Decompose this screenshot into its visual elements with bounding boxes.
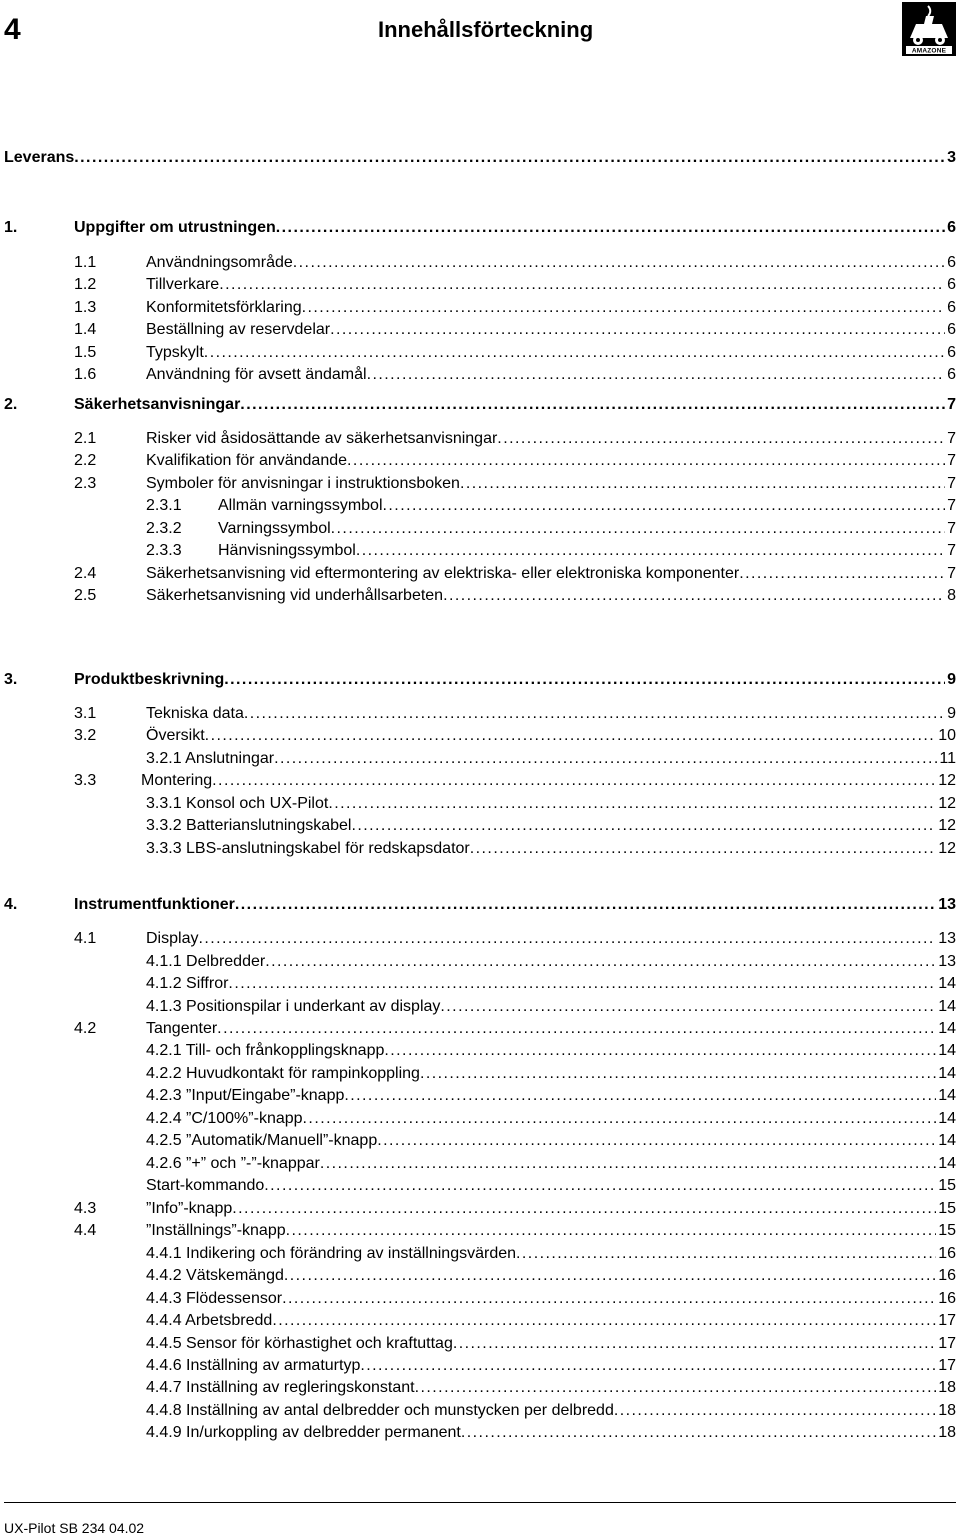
toc-entry-page: 7 — [947, 520, 956, 537]
toc-entry-number: 1.2 — [74, 276, 97, 293]
toc-entry-title: Montering — [141, 772, 213, 789]
toc-entry-title: 4.1.2 Siffror — [146, 975, 229, 992]
toc-entry-title: Beställning av reservdelar — [146, 321, 331, 338]
toc-dot-leader — [219, 275, 945, 295]
toc-dot-leader — [420, 1064, 936, 1084]
toc-entry-title: 4.4.7 Inställning av regleringskonstant — [146, 1379, 415, 1396]
toc-entry-page: 6 — [947, 299, 956, 316]
toc-entry-number: 1. — [4, 219, 18, 236]
toc-entry — [4, 794, 956, 814]
toc-entry — [4, 726, 956, 746]
toc-entry-number: 1.3 — [74, 299, 97, 316]
toc-dot-leader — [272, 1311, 936, 1331]
toc-entry-page: 6 — [947, 276, 956, 293]
toc-entry-title: Tekniska data — [146, 705, 244, 722]
toc-entry-title: Display — [146, 930, 199, 947]
toc-entry-page: 6 — [947, 254, 956, 271]
toc-entry-title: Produktbeskrivning — [74, 671, 225, 688]
toc-entry-page: 13 — [938, 930, 956, 947]
toc-entry-title: Uppgifter om utrustningen — [74, 219, 276, 236]
toc-entry-page: 17 — [938, 1357, 956, 1374]
toc-entry-page: 11 — [939, 750, 956, 767]
toc-entry — [4, 929, 956, 949]
toc-dot-leader — [360, 1356, 936, 1376]
toc-entry — [4, 1131, 956, 1151]
toc-entry-title: 4.2.2 Huvudkontakt för rampinkoppling — [146, 1065, 420, 1082]
toc-entry-title: Översikt — [146, 727, 205, 744]
toc-entry — [4, 895, 956, 915]
toc-entry-title: 4.2.4 ”C/100%”-knapp — [146, 1110, 303, 1127]
toc-entry-number: 2.5 — [74, 587, 97, 604]
toc-entry-page: 8 — [947, 587, 956, 604]
toc-entry-title: 4.4.1 Indikering och förändring av inställningsvärden — [146, 1245, 517, 1262]
toc-entry-title: 4.2.3 ”Input/Eingabe”-knapp — [146, 1087, 345, 1104]
toc-dot-leader — [284, 1266, 936, 1286]
toc-entry-title: Hänvisningssymbol — [218, 542, 356, 559]
toc-entry-page: 7 — [947, 565, 956, 582]
toc-entry-number: 3.1 — [74, 705, 97, 722]
toc-entry-page: 12 — [938, 795, 956, 812]
toc-dot-leader — [212, 771, 936, 791]
toc-entry-page: 3 — [947, 149, 956, 166]
toc-entry-title: 4.4.4 Arbetsbredd — [146, 1312, 273, 1329]
toc-entry-page: 15 — [938, 1177, 956, 1194]
toc-entry-title: Säkerhetsanvisning vid eftermontering av elektriska- eller elektroniska komponenter — [146, 565, 740, 582]
toc-entry — [4, 218, 956, 238]
toc-dot-leader — [443, 586, 945, 606]
toc-entry — [4, 586, 956, 606]
toc-entry-title: 4.2.6 ”+” och ”-”-knappar — [146, 1155, 320, 1172]
toc-entry-title: Instrumentfunktioner — [74, 896, 235, 913]
toc-entry — [4, 343, 956, 363]
toc-entry — [4, 1154, 956, 1174]
toc-entry-page: 6 — [947, 321, 956, 338]
toc-entry-page: 7 — [947, 542, 956, 559]
toc-entry-page: 15 — [938, 1222, 956, 1239]
toc-entry-number: 1.5 — [74, 344, 97, 361]
toc-entry-page: 7 — [947, 497, 956, 514]
toc-dot-leader — [244, 704, 945, 724]
toc-entry-number: 3. — [4, 671, 18, 688]
toc-entry-number: 4. — [4, 896, 18, 913]
toc-entry-title: Varningssymbol — [218, 520, 331, 537]
toc-entry — [4, 395, 956, 415]
toc-entry-title: 4.1.1 Delbredder — [146, 953, 266, 970]
toc-entry-title: 3.2.1 Anslutningar — [146, 750, 275, 767]
toc-entry — [4, 253, 956, 273]
toc-entry-title: 4.4.2 Vätskemängd — [146, 1267, 284, 1284]
toc-dot-leader — [330, 320, 945, 340]
toc-dot-leader — [205, 726, 937, 746]
toc-entry — [4, 429, 956, 449]
toc-entry-number: 3.2 — [74, 727, 97, 744]
toc-entry-number: 2.3.1 — [146, 497, 182, 514]
toc-entry-number: 2.3.3 — [146, 542, 182, 559]
toc-dot-leader — [232, 1199, 936, 1219]
toc-entry — [4, 1289, 956, 1309]
toc-entry — [4, 771, 956, 791]
toc-entry-number: 2.3.2 — [146, 520, 182, 537]
toc-dot-leader — [320, 1154, 936, 1174]
toc-dot-leader — [217, 1019, 936, 1039]
toc-dot-leader — [303, 1109, 937, 1129]
toc-entry-number: 2.3 — [74, 475, 97, 492]
toc-entry — [4, 298, 956, 318]
toc-entry — [4, 1244, 956, 1264]
toc-entry-title: Användningsområde — [146, 254, 293, 271]
toc-entry-title: 4.4.3 Flödessensor — [146, 1290, 283, 1307]
toc-entry — [4, 1176, 956, 1196]
toc-entry-title: Konformitetsförklaring — [146, 299, 302, 316]
toc-dot-leader — [461, 1423, 936, 1443]
toc-entry-number: 3.3 — [74, 772, 97, 789]
toc-entry — [4, 1266, 956, 1286]
toc-dot-leader — [331, 519, 945, 539]
toc-entry-title: 4.4.8 Inställning av antal delbredder och munstycken per delbredd — [146, 1402, 614, 1419]
amazone-logo-icon — [902, 2, 956, 56]
toc-dot-leader — [228, 974, 936, 994]
toc-entry-number: 1.1 — [74, 254, 97, 271]
toc-dot-leader — [74, 148, 945, 168]
toc-dot-leader — [356, 541, 945, 561]
toc-entry-title: Allmän varningssymbol — [218, 497, 383, 514]
toc-entry-page: 6 — [947, 344, 956, 361]
toc-entry-page: 18 — [938, 1379, 956, 1396]
toc-entry-title: Tangenter — [146, 1020, 218, 1037]
toc-entry — [4, 496, 956, 516]
toc-dot-leader — [415, 1378, 937, 1398]
toc-entry-number: 2.2 — [74, 452, 97, 469]
toc-dot-leader — [276, 218, 945, 238]
toc-entry-title: 4.1.3 Positionspilar i underkant av display — [146, 998, 441, 1015]
toc-dot-leader — [497, 429, 945, 449]
toc-dot-leader — [383, 496, 946, 516]
toc-entry — [4, 541, 956, 561]
toc-dot-leader — [347, 451, 945, 471]
toc-entry — [4, 451, 956, 471]
toc-entry-number: 4.3 — [74, 1200, 97, 1217]
toc-entry-title: 3.3.2 Batterianslutningskabel — [146, 817, 352, 834]
toc-entry-page: 7 — [947, 430, 956, 447]
toc-entry — [4, 839, 956, 859]
toc-entry-title: 4.4.6 Inställning av armaturtyp — [146, 1357, 361, 1374]
toc-dot-leader — [265, 952, 936, 972]
toc-dot-leader — [367, 365, 946, 385]
toc-entry-number: 1.6 — [74, 366, 97, 383]
toc-entry — [4, 1019, 956, 1039]
toc-entry — [4, 1086, 956, 1106]
toc-entry-title: Säkerhetsanvisningar — [74, 396, 241, 413]
logo-text: AMAZONE — [911, 47, 947, 55]
toc-entry-title: Leverans — [4, 149, 75, 166]
toc-entry — [4, 365, 956, 385]
toc-entry-title: 3.3.3 LBS-anslutningskabel för redskapsdator — [146, 840, 470, 857]
toc-dot-leader — [516, 1244, 936, 1264]
toc-entry — [4, 148, 956, 168]
toc-entry-title: Användning för avsett ändamål — [146, 366, 367, 383]
toc-entry-page: 14 — [938, 1110, 956, 1127]
toc-entry-page: 18 — [938, 1402, 956, 1419]
toc-entry-number: 4.4 — [74, 1222, 97, 1239]
toc-entry — [4, 749, 956, 769]
toc-entry-title: 3.3.1 Konsol och UX-Pilot — [146, 795, 329, 812]
toc-entry-page: 6 — [947, 219, 956, 236]
toc-entry-page: 14 — [938, 1065, 956, 1082]
toc-entry-title: Symboler för anvisningar i instruktionsboken — [146, 475, 460, 492]
toc-entry-title: Tillverkare — [146, 276, 220, 293]
toc-entry-page: 7 — [947, 452, 956, 469]
toc-entry-page: 16 — [938, 1267, 956, 1284]
toc-entry-title: 4.4.5 Sensor för körhastighet och kraftuttag — [146, 1335, 453, 1352]
toc-entry-page: 14 — [938, 1020, 956, 1037]
toc-entry-title: 4.4.9 In/urkoppling av delbredder permanent — [146, 1424, 461, 1441]
toc-entry-page: 14 — [938, 1087, 956, 1104]
toc-entry-page: 7 — [947, 475, 956, 492]
toc-entry — [4, 704, 956, 724]
page-title: Innehållsförteckning — [378, 17, 594, 42]
toc-dot-leader — [204, 343, 945, 363]
toc-entry-page: 7 — [947, 396, 956, 413]
toc-entry — [4, 1041, 956, 1061]
toc-entry — [4, 1311, 956, 1331]
toc-entry-title: Risker vid åsidosättande av säkerhetsanvisningar — [146, 430, 498, 447]
toc-entry — [4, 816, 956, 836]
toc-entry-title: ”Info”-knapp — [146, 1200, 233, 1217]
toc-entry-page: 12 — [938, 772, 956, 789]
footer-text: UX-Pilot SB 234 04.02 — [4, 1520, 145, 1536]
toc-dot-leader — [328, 794, 936, 814]
toc-entry-page: 17 — [938, 1312, 956, 1329]
toc-entry — [4, 952, 956, 972]
toc-entry-page: 12 — [938, 840, 956, 857]
toc-entry-page: 9 — [947, 671, 956, 688]
toc-entry-title: Säkerhetsanvisning vid underhållsarbeten — [146, 587, 444, 604]
toc-entry — [4, 474, 956, 494]
toc-entry-page: 14 — [938, 998, 956, 1015]
toc-entry-title: Typskylt — [146, 344, 204, 361]
toc-entry-number: 4.2 — [74, 1020, 97, 1037]
toc-entry — [4, 974, 956, 994]
toc-entry-page: 14 — [938, 975, 956, 992]
toc-entry-title: ”Inställnings”-knapp — [146, 1222, 286, 1239]
toc-dot-leader — [440, 997, 936, 1017]
toc-dot-leader — [377, 1131, 936, 1151]
toc-entry-page: 6 — [947, 366, 956, 383]
toc-entry — [4, 1356, 956, 1376]
toc-entry-page: 12 — [938, 817, 956, 834]
toc-entry-page: 9 — [947, 705, 956, 722]
toc-entry-number: 4.1 — [74, 930, 97, 947]
toc-entry — [4, 275, 956, 295]
page-number-top: 4 — [4, 13, 21, 46]
toc-entry-number: 2. — [4, 396, 18, 413]
toc-entry — [4, 1109, 956, 1129]
toc-dot-leader — [470, 839, 936, 859]
toc-entry — [4, 1199, 956, 1219]
toc-entry-page: 16 — [938, 1290, 956, 1307]
toc-entry-number: 1.4 — [74, 321, 97, 338]
toc-entry — [4, 997, 956, 1017]
toc-dot-leader — [460, 474, 945, 494]
toc-entry-page: 18 — [938, 1424, 956, 1441]
toc-entry-page: 10 — [938, 727, 956, 744]
toc-dot-leader — [274, 749, 937, 769]
toc-dot-leader — [293, 253, 945, 273]
toc-dot-leader — [344, 1086, 936, 1106]
toc-entry-title: Kvalifikation för användande — [146, 452, 348, 469]
toc-dot-leader — [614, 1401, 936, 1421]
toc-entry-number: 2.1 — [74, 430, 97, 447]
toc-entry — [4, 1064, 956, 1084]
toc-entry — [4, 320, 956, 340]
toc-entry-page: 13 — [938, 896, 956, 913]
toc-entry — [4, 519, 956, 539]
toc-entry-page: 13 — [938, 953, 956, 970]
toc-entry — [4, 1221, 956, 1241]
toc-entry-page: 15 — [938, 1200, 956, 1217]
toc-entry-page: 14 — [938, 1132, 956, 1149]
toc-entry-title: 4.2.5 ”Automatik/Manuell”-knapp — [146, 1132, 378, 1149]
toc-dot-leader — [224, 670, 945, 690]
toc-entry-number: 2.4 — [74, 565, 97, 582]
toc-dot-leader — [240, 395, 945, 415]
toc-dot-leader — [235, 895, 936, 915]
toc-dot-leader — [264, 1176, 936, 1196]
toc-dot-leader — [384, 1041, 936, 1061]
toc-dot-leader — [453, 1334, 936, 1354]
toc-entry-title: Start-kommando — [146, 1177, 265, 1194]
toc-entry-page: 16 — [938, 1245, 956, 1262]
toc-entry — [4, 670, 956, 690]
toc-entry — [4, 1378, 956, 1398]
toc-entry — [4, 1401, 956, 1421]
toc-entry — [4, 1334, 956, 1354]
toc-dot-leader — [198, 929, 936, 949]
toc-entry — [4, 564, 956, 584]
toc-dot-leader — [286, 1221, 937, 1241]
toc-entry-title: 4.2.1 Till- och frånkopplingsknapp — [146, 1042, 385, 1059]
toc-entry-page: 14 — [938, 1042, 956, 1059]
toc-dot-leader — [739, 564, 945, 584]
toc-dot-leader — [302, 298, 945, 318]
toc-entry-page: 17 — [938, 1335, 956, 1352]
toc-dot-leader — [282, 1289, 936, 1309]
footer-rule — [4, 1502, 956, 1503]
toc-entry — [4, 1423, 956, 1443]
toc-entry-page: 14 — [938, 1155, 956, 1172]
toc-dot-leader — [351, 816, 936, 836]
